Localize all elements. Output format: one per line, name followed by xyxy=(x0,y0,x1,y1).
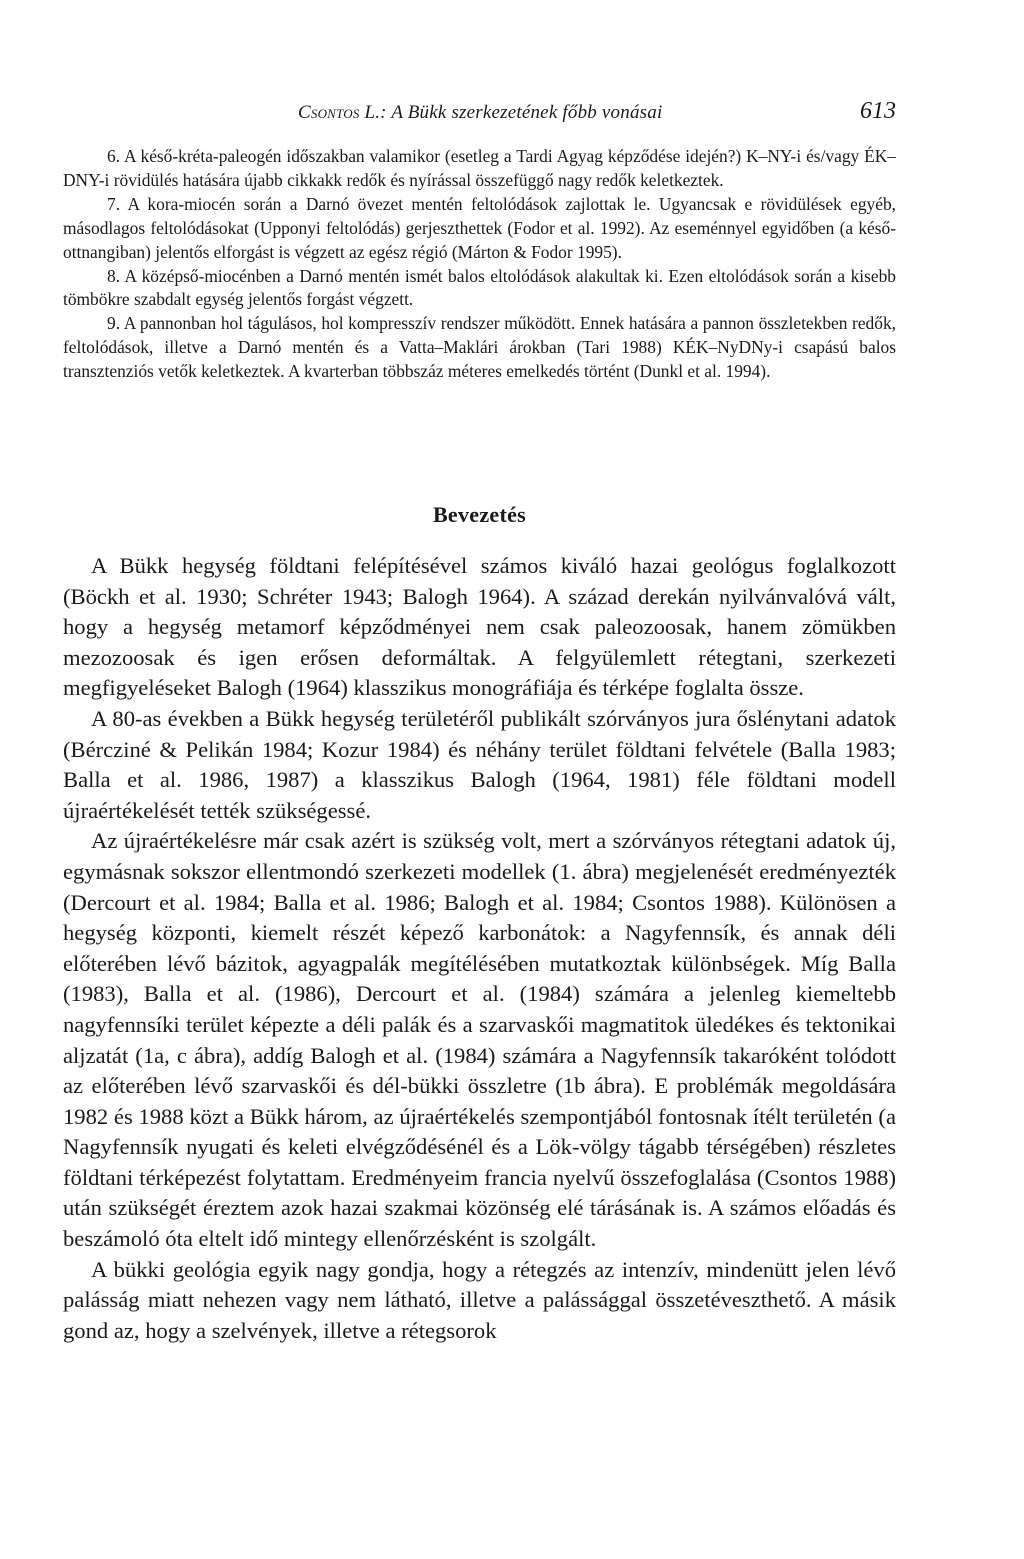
running-author: Csontos L.: xyxy=(298,102,387,123)
numbered-notes xyxy=(63,145,896,384)
body-text xyxy=(63,551,896,1346)
paragraph-4: A bükki geológia egyik nagy gondja, hogy a rétegzés az intenzív, mindenütt jelen lévő palásság miatt nehezen vagy nem látható, illetve a palássággal összetéveszthető. A másik gond az, hogy a szelvények, illetve a rétegsorok xyxy=(63,1256,896,1343)
page-number: 613 xyxy=(860,98,896,124)
note-7: 7. A kora-miocén során a Darnó övezet mentén feltolódások zajlottak le. Ugyancsak e rövidülések egyéb, másodlagos feltolódásokat (Upponyi feltolódás) gerjeszthettek (Fodor et al. 1992). Az eseménnyel egyidőben (a késő-ottnangiban) jelentős elforgást is végzett az egész régió (Márton & Fodor 1995). xyxy=(63,193,896,262)
note-8: 8. A középső-miocénben a Darnó mentén ismét balos eltolódások alakultak ki. Ezen eltolódások során a kisebb tömbökre szabdalt egység jelentős forgást végzett. xyxy=(63,265,896,310)
note-9: 9. A pannonban hol tágulásos, hol kompresszív rendszer működött. Ennek hatására a pannon összletekben redők, feltolódások, illetve a Darnó mentén és a Vatta–Maklári árokban (Tari 1988) KÉK–NyDNy-i csapású balos transztenziós vetők keletkeztek. A kvarterban többszáz méteres emelkedés történt (Dunkl et al. 1994). xyxy=(63,313,896,382)
note-6: 6. A késő-kréta-paleogén időszakban valamikor (esetleg a Tardi Agyag képződése idején?) K–NY-i és/vagy ÉK–DNY-i rövidülés hatására újabb cikkakk redők és nyírással összefüggő nagy redők keletkeztek. xyxy=(63,146,896,190)
running-title-text: A Bükk szerkezetének főbb vonásai xyxy=(386,102,663,123)
running-title xyxy=(298,102,662,124)
paragraph-2: A 80-as években a Bükk hegység területéről publikált szórványos jura őslénytani adatok (Bércziné & Pelikán 1984; Kozur 1984) és néhány terület földtani felvétele (Balla 1983; Balla et al. 1986, 1987) a klasszikus Balogh (1964, 1981) féle földtani modell újraértékelését tették szükségessé. xyxy=(63,705,896,823)
running-head xyxy=(63,98,896,130)
paragraph-3: Az újraértékelésre már csak azért is szükség volt, mert a szórványos rétegtani adatok új, egymásnak sokszor ellentmondó szerkezeti modellek (1. ábra) megjelenését eredményezték (Dercourt et al. 1984; Balla et al. 1986; Balogh et al. 1984; Csontos 1988). Különösen a hegység központi, kiemelt részét képező karbonátok: a Nagyfennsík, és annak déli előterében lévő bázitok, agyagpalák megítélésében mutatkoztak különbségek. Míg Balla (1983), Balla et al. (1986), Dercourt et al. (1984) számára a jelenleg kiemeltebb nagyfennsíki terület képezte a déli palák és a szarvaskői magmatitok üledékes és tektonikai aljzatát (1a, c ábra), addíg Balogh et al. (1984) számára a Nagyfennsík takaróként tolódott az előterében lévő szarvaskői és dél-bükki összletre (1b ábra). E problémák megoldására 1982 és 1988 közt a Bükk három, az újraértékelés szempontjából fontosnak ítélt területén (a Nagyfennsík nyugati és keleti elvégződésénél és a Lök-völgy tágabb térségében) részletes földtani térképezést folytattam. Eredményeim francia nyelvű összefoglalása (Csontos 1988) után szükségét éreztem azok hazai szakmai közönség elé tárásának is. A számos előadás és beszámoló óta eltelt idő mintegy ellenőrzésként is szolgált. xyxy=(63,828,896,1252)
paragraph-1: A Bükk hegység földtani felépítésével számos kiváló hazai geológus foglalkozott (Böckh et al. 1930; Schréter 1943; Balogh 1964). A század derekán nyilvánvalóvá vált, hogy a hegység metamorf képződményei nem csak paleozoosak, hanem zömükben mezozoosak és igen erősen deformáltak. A felgyülemlett rétegtani, szerkezeti megfigyeléseket Balogh (1964) klasszikus monográfiája és térképe foglalta össze. xyxy=(63,553,896,701)
section-heading: Bevezetés xyxy=(432,502,527,527)
